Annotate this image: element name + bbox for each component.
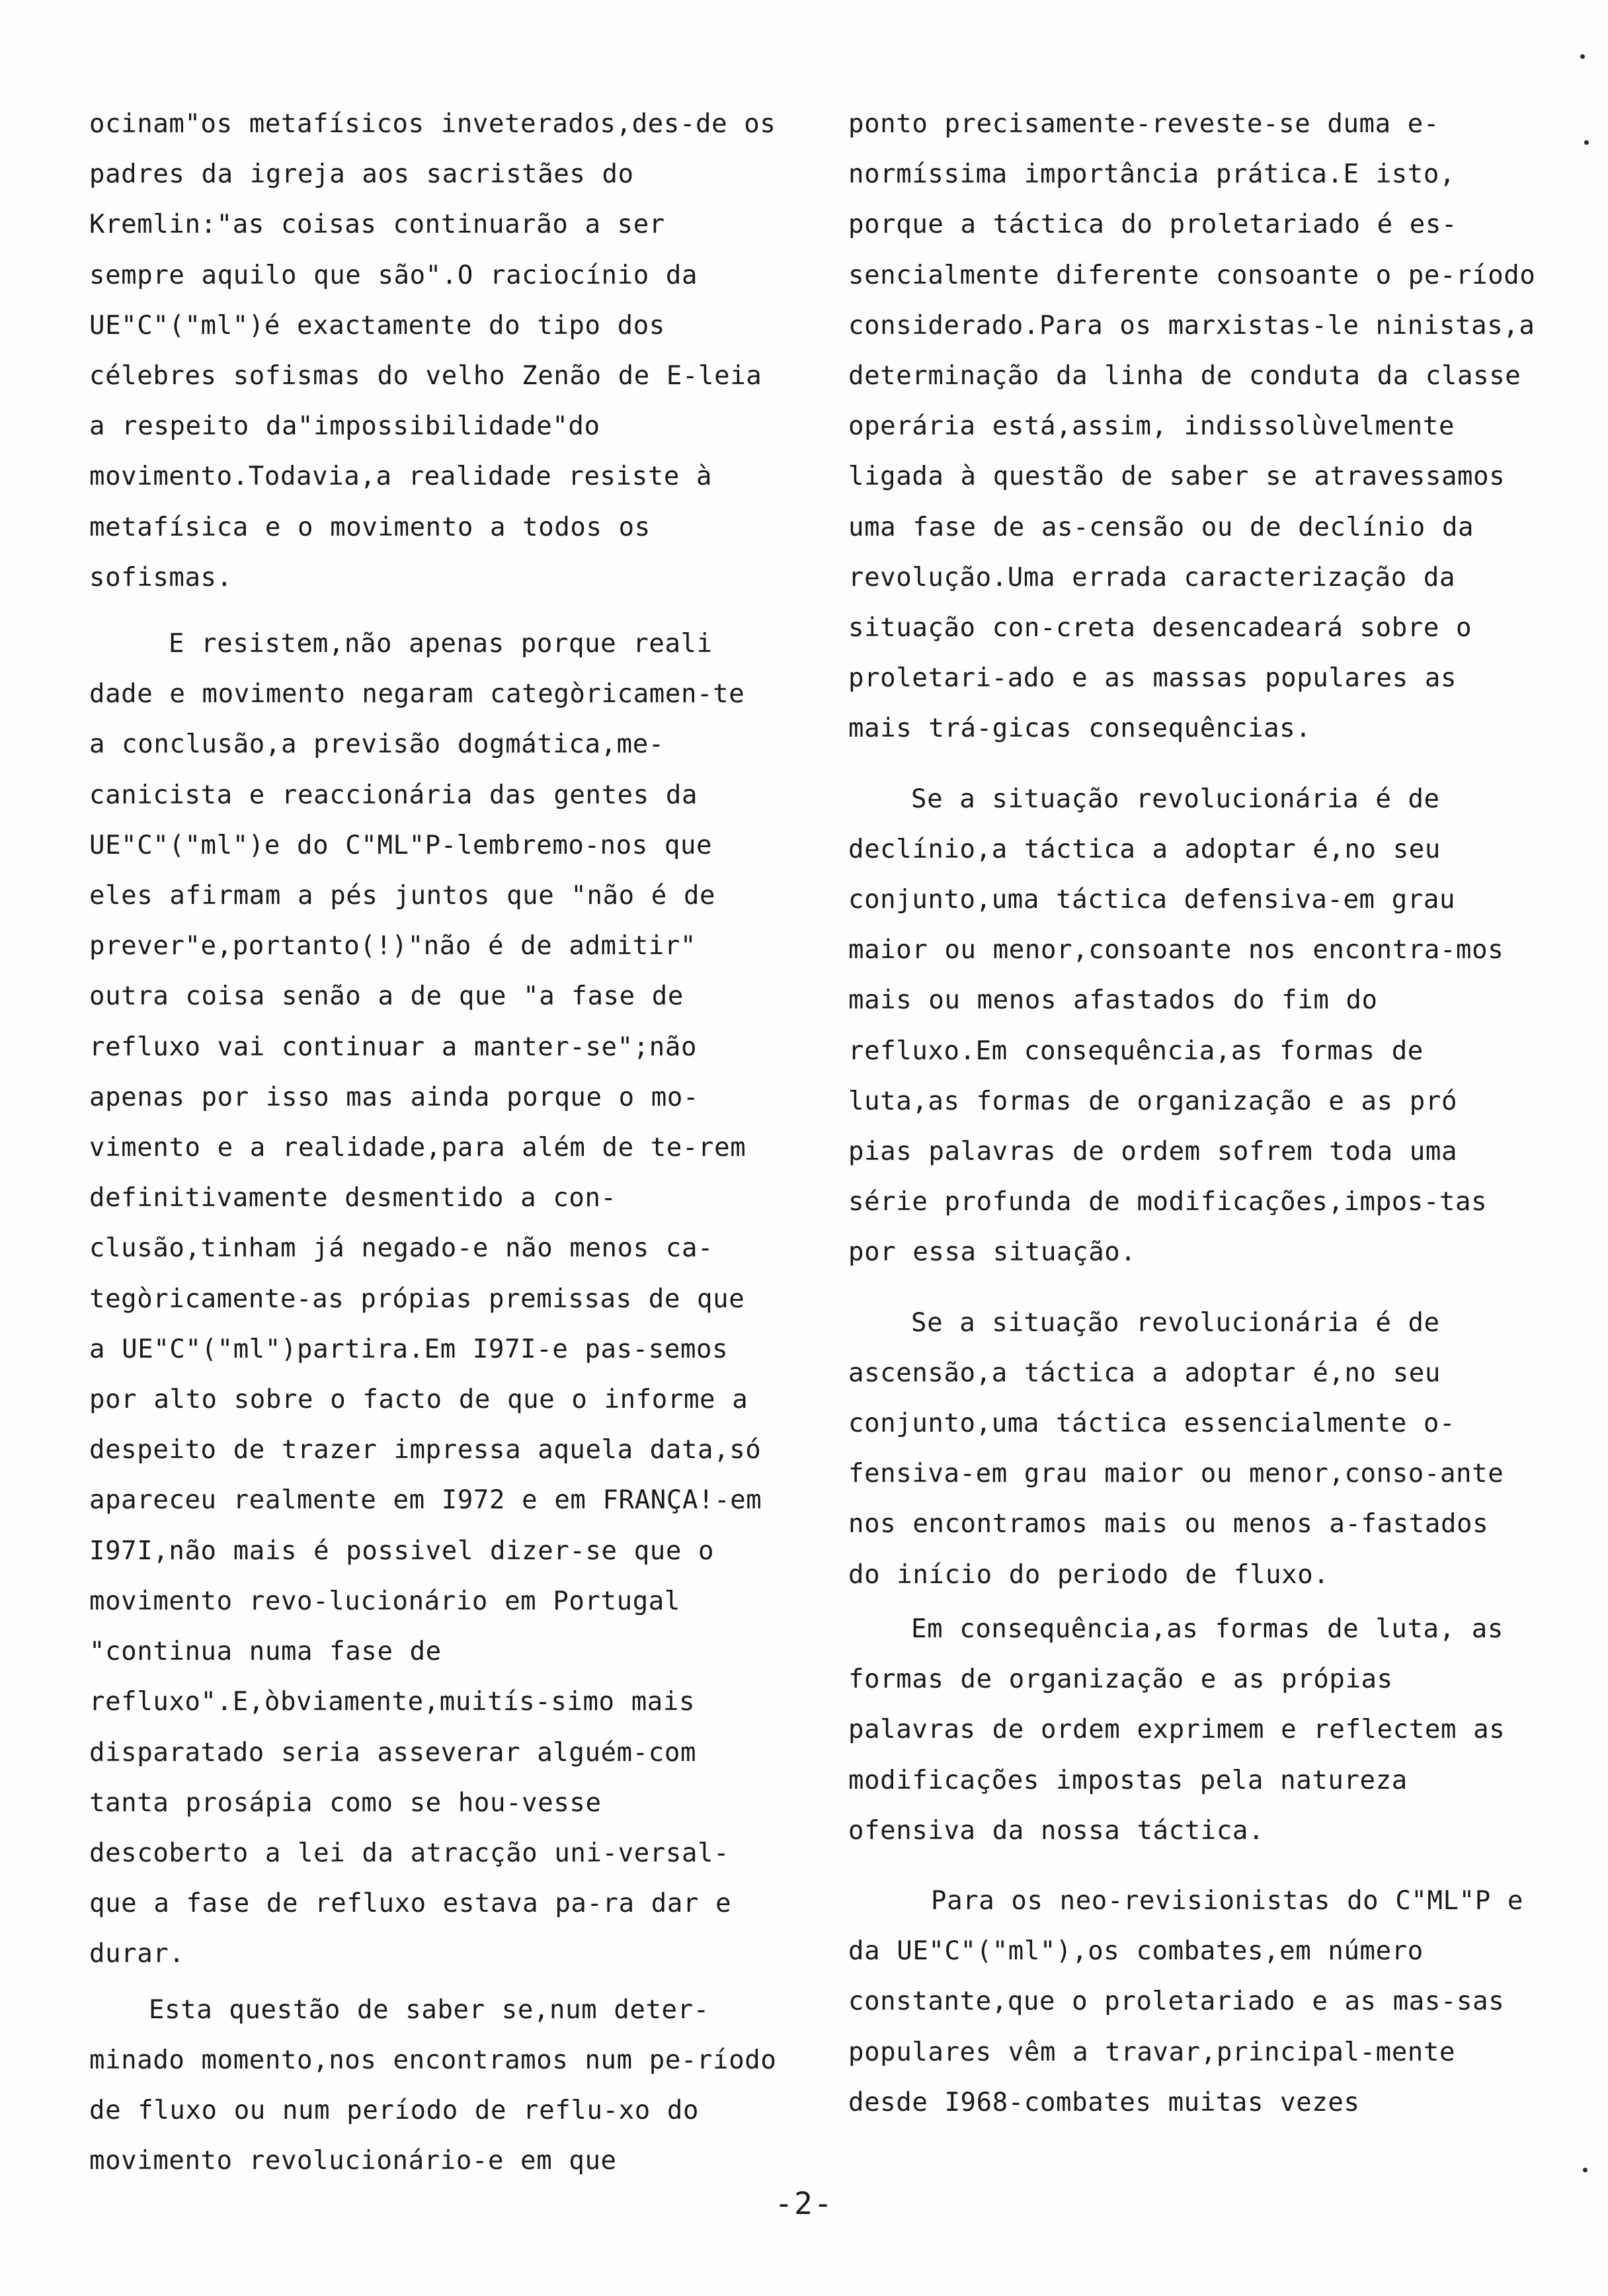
left-paragraph-3: Esta questão de saber se,num deter-minado momento,nos encontramos num pe-ríodo de fluxo ou num período de reflu-xo do movimento revolucionário-e em que [89,1994,777,2176]
scan-speck-lower-right [1583,2168,1588,2172]
right-paragraph-3: Se a situação revolucionária é de ascensão,a táctica a adoptar é,no seu conjunto,uma táctica essencialmente o-fensiva-em grau maior ou menor,conso-ante nos encontramos mais ou menos a-fastados do início do periodo de fluxo. [848,1307,1504,1590]
scan-speck-mid-right [1584,140,1589,145]
paragraph-gap [89,1980,777,1985]
paragraph-gap [848,1856,1536,1876]
right-paragraph-5: Para os neo-revisionistas do C"ML"P e da UE"C"("ml"),os combates,em número constante,que o proletariado e as mas-sas populares vêm a travar,principal-mente desde I968-combates muitas vezes [848,1885,1523,2117]
left-column [89,99,777,2186]
right-paragraph-2: Se a situação revolucionária é de declínio,a táctica a adoptar é,no seu conjunto,uma táctica defensiva-em grau maior ou menor,consoante nos encontra-mos mais ou menos afastados do fim do refluxo.Em consequência,as formas de luta,as formas de organização e as pró pias palavras de ordem sofrem toda uma série profunda de modificações,impos-tas por essa situação. [848,784,1504,1268]
right-paragraph-1: ponto precisamente-reveste-se duma e-normíssima importância prática.E isto, porque a táctica do proletariado é es-sencialmente diferente consoante o pe-ríodo considerado.Para os marxistas-le ninistas,a determinação da linha de conduta da classe operária está,assim, indissolùvelmente ligada à questão de saber se atravessamos uma fase de as-censão ou de declínio da revolução.Uma errada caracterização da situação con-creta desencadeará sobre o proletari-ado e as massas populares as mais trá-gicas consequências. [848,109,1536,744]
page-number: -2- [774,2186,834,2221]
paragraph-gap [89,603,777,619]
right-paragraph-4: Em consequência,as formas de luta, as formas de organização e as própias palavras de ordem exprimem e reflectem as modificações impostas pela natureza ofensiva da nossa táctica. [848,1614,1506,1846]
paragraph-gap [848,1278,1536,1298]
left-paragraph-2: E resistem,não apenas porque reali dade e movimento negaram categòricamen-te a conclusão,a previsão dogmática,me-canicista e reaccionária das gentes da UE"C"("ml")e do C"ML"P-lembremo-nos que eles afirmam a pés juntos que "não é de prever"e,portanto(!)"não é de admitir" outra coisa senão a de que "a fase de refluxo vai continuar a manter-se";não apenas por isso mas ainda porque o mo-vimento e a realidade,para além de te-rem definitivamente desmentido a con-clusão,tinham já negado-e não menos ca-tegòricamente-as própias premissas de que a UE"C"("ml")partira.Em I97I-e pas-semos por alto sobre o facto de que o informe a despeito de trazer impressa aquela data,só apareceu realmente em I972 e em FRANÇA!-em I97I,não mais é possivel dizer-se que o movimento revo-lucionário em Portugal "continua numa fase de refluxo".E,òbviamente,muitís-simo mais disparatado seria asseverar alguém-com tanta prosápia como se hou-vesse descoberto a lei da atracção uni-versal-que a fase de refluxo estava pa-ra dar e durar. [89,629,762,1969]
paragraph-gap [848,755,1536,774]
left-paragraph-1: ocinam"os metafísicos inveterados,des-de os padres da igreja aos sacristães do Kremlin:"as coisas continuarão a ser sempre aquilo que são".O raciocínio da UE"C"("ml")é exactamente do tipo dos célebres sofismas do velho Zenão de E-leia a respeito da"impossibilidade"do movimento.Todavia,a realidade resiste à metafísica e o movimento a todos os sofismas. [89,109,776,593]
right-column [848,99,1536,2128]
scan-speck-top-right [1580,54,1585,59]
